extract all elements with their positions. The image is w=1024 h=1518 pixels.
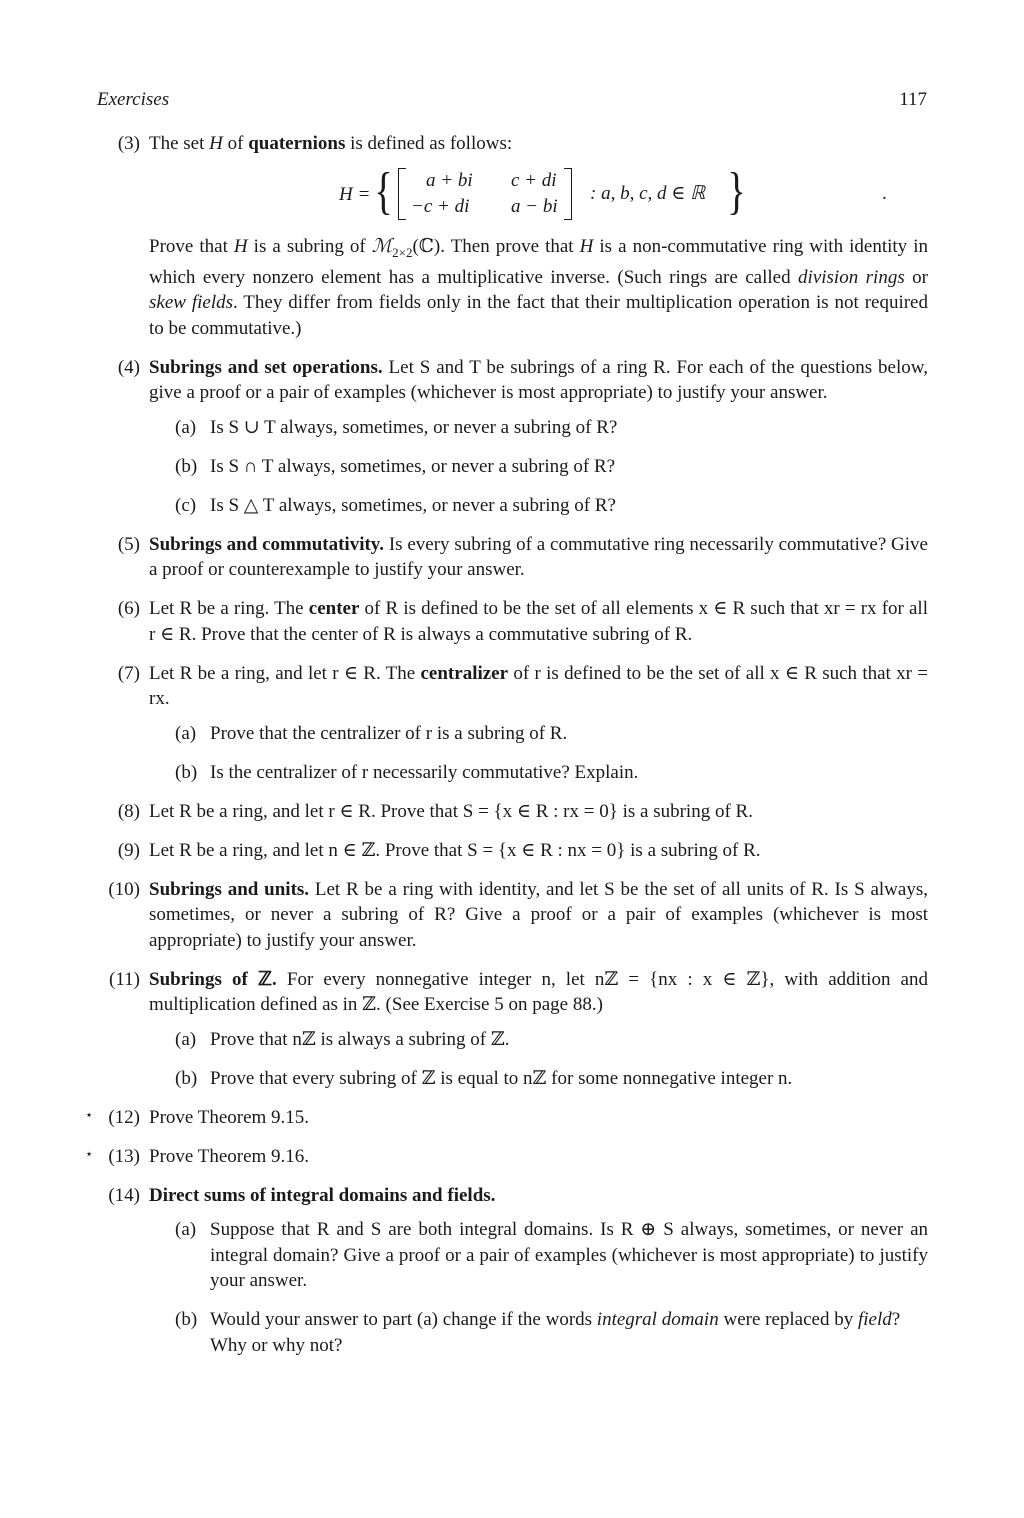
exercise-text: Subrings and commutativity. Is every subring of a commutative ring necessarily commutative? Give a proof or counterexample to justify your answer. [149, 533, 928, 581]
exercise-text: Prove Theorem 9.16. [149, 1145, 310, 1167]
subpart: (a) Suppose that R and S are both integral domains. Is R ⊕ S always, sometimes, or never an integral domain? Give a proof or a pair of examples (whichever is most appropriate) to justify your answer. [175, 1219, 928, 1292]
matrix-a12: c + di [511, 169, 557, 191]
exercise-text: Let R be a ring, and let n ∈ ℤ. Prove that S = {x ∈ R : nx = 0} is a subring of R. [149, 839, 761, 861]
exercise-number: (5) [117, 533, 140, 555]
star-icon: ⋆ [85, 1106, 94, 1122]
exercise-12 [0, 1105, 1024, 1131]
page-number: 117 [899, 89, 927, 110]
exercise-text: Prove that H is a subring of ℳ$_{2\times 2}$(ℂ). Then prove that H is a non-commutative ring with identity in which every nonzero element has a multiplicative inverse. (Such rings are called division rings or skew fields. They differ from fields only in the fact that their multiplication operation is not required to be commutative.) [149, 235, 929, 339]
right-bracket [564, 168, 572, 220]
exercise-text: Prove Theorem 9.15. [149, 1106, 310, 1128]
exercise-7 [0, 661, 1024, 786]
exercise-5 [0, 532, 1024, 583]
running-header [97, 87, 927, 113]
exercise-text: Let R be a ring, and let r ∈ R. The centralizer of r is defined to be the set of all x ∈ R such that xr = rx. [149, 662, 928, 710]
subpart: (b) Would your answer to part (a) change if the words integral domain were replaced by field? Why or why not? [175, 1309, 901, 1356]
subpart: (b) Is S ∩ T always, sometimes, or never a subring of R? [175, 455, 616, 477]
subpart: (a) Prove that nℤ is always a subring of ℤ. [175, 1028, 510, 1050]
exercise-text: Let R be a ring, and let r ∈ R. Prove that S = {x ∈ R : rx = 0} is a subring of R. [149, 800, 753, 822]
matrix-a22: a − bi [511, 195, 558, 217]
subpart: (a) Prove that the centralizer of r is a subring of R. [175, 722, 568, 744]
exercise-9 [0, 838, 1024, 864]
right-brace: } [727, 162, 746, 220]
exercise-text: Subrings and set operations. Let S and T be subrings of a ring R. For each of the questions below, give a proof or a pair of examples (whichever is most appropriate) to justify your answer. [149, 356, 928, 404]
exercise-14 [0, 1183, 1024, 1359]
exercise-number: (3) [117, 133, 140, 154]
exercise-number: (11) [109, 968, 140, 990]
exercise-8 [0, 799, 1024, 825]
exercise-list [0, 131, 1024, 1372]
section-title: Exercises [97, 89, 170, 110]
subpart: (b) Is the centralizer of r necessarily commutative? Explain. [175, 761, 639, 783]
exercise-number: (14) [108, 1184, 140, 1206]
exercise-number: (12) [108, 1106, 140, 1128]
exercise-6 [0, 596, 1024, 647]
exercise-number: (9) [117, 839, 140, 861]
subpart: (a) Is S ∪ T always, sometimes, or never a subring of R? [175, 416, 618, 438]
exercise-4 [0, 355, 1024, 519]
exercise-13 [0, 1144, 1024, 1170]
quaternion-set-definition: H = { a + bi c + di −c + di a − bi : a, b, c, d ∈ ℝ } . [339, 162, 887, 220]
left-brace: { [374, 162, 393, 220]
exercise-text: The set H of quaternions is defined as follows: [149, 133, 513, 154]
term-quaternions: quaternions [248, 133, 346, 154]
subpart: (c) Is S △ T always, sometimes, or never a subring of R? [175, 494, 616, 516]
exercise-number: (7) [117, 662, 140, 684]
exercise-number: (10) [108, 878, 140, 900]
set-condition: : a, b, c, d ∈ ℝ [590, 182, 706, 204]
exercise-text: Subrings and units. Let R be a ring with identity, and let S be the set of all units of R. Is S always, sometimes, or never a subring of R? Give a proof or a pair of examples (whichever is most appropriate) to justify your answer. [149, 878, 928, 951]
exercise-number: (13) [108, 1145, 140, 1167]
star-icon: ⋆ [85, 1145, 94, 1161]
exercise-10 [0, 877, 1024, 954]
exercise-number: (4) [117, 356, 140, 378]
matrix-a11: a + bi [426, 169, 473, 191]
exercise-text: Subrings of ℤ. For every nonnegative integer n, let nℤ = {nx : x ∈ ℤ}, with addition and multiplication defined as in ℤ. (See Exercise 5 on page 88.) [149, 968, 928, 1016]
exercise-text: Let R be a ring. The center of R is defined to be the set of all elements x ∈ R such that xr = rx for all r ∈ R. Prove that the center of R is always a commutative subring of R. [149, 598, 928, 645]
left-bracket [398, 168, 406, 220]
exercise-title: Direct sums of integral domains and fields. [149, 1184, 496, 1206]
exercise-11 [0, 967, 1024, 1092]
exercise-number: (8) [117, 800, 140, 822]
matrix-a21: −c + di [411, 195, 470, 217]
subpart: (b) Prove that every subring of ℤ is equal to nℤ for some nonnegative integer n. [175, 1067, 793, 1089]
exercise-3 [0, 131, 1024, 341]
exercise-number: (6) [117, 598, 140, 620]
